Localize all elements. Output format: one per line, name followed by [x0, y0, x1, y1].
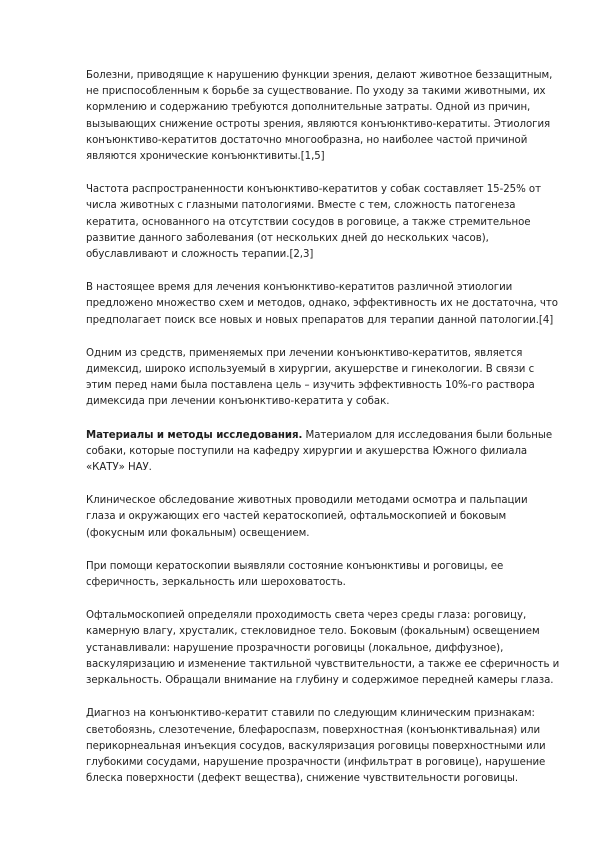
paragraph-text: При помощи кератоскопии выявляли состояние конъюнктивы и роговицы, ее сферичность, зеркальность или шероховатость.: [86, 560, 504, 589]
paragraph-keratoscopy: [86, 559, 560, 591]
paragraph-ophthalmoscopy: [86, 608, 560, 689]
paragraph-text: Частота распространенности конъюнктиво-кератитов у собак составляет 15-25% от числа животных с глазными патологиями. Вместе с тем, сложность патогенеза кератита, основанного на отсутствии сосудов в роговице, а также стремительное развитие данного заболевания (от нескольких дней до нескольких часов), обуславливают и сложность терапии.[2,3]: [86, 184, 541, 261]
paragraph-intro: [86, 68, 560, 165]
paragraph-clinical-exam: [86, 493, 560, 542]
paragraph-materials-methods: [86, 428, 560, 477]
paragraph-text: Болезни, приводящие к нарушению функции зрения, делают животное беззащитным, не приспособленным к борьбе за существование. По уходу за такими животными, их кормлению и содержанию требуются дополнительные затраты. Одной из причин, вызывающих снижение остроты зрения, являются конъюнктиво-кератиты. Этиология конъюнктиво-кератитов достаточно многообразна, но наиболее частой причиной являются хронические конъюнктивиты.[1,5]: [86, 70, 553, 163]
section-heading: Материалы и методы исследования.: [86, 429, 303, 441]
paragraph-diagnosis: [86, 706, 560, 787]
paragraph-text: Одним из средств, применяемых при лечении конъюнктиво-кератитов, является димексид, широко используемый в хирургии, акушерстве и гинекологии. В связи с этим перед нами была поставлена цель – изучить эффективность 10%-го раствора димексида при лечении конъюнктиво-кератита у собак.: [86, 347, 535, 408]
paragraph-text: Клиническое обследование животных проводили методами осмотра и пальпации глаза и окружающих его частей кератоскопией, офтальмоскопией и боковым (фокусным или фокальным) освещением.: [86, 495, 528, 539]
paragraph-treatment-methods: [86, 280, 560, 329]
paragraph-prevalence: [86, 182, 560, 263]
paragraph-text: Офтальмоскопией определяли проходимость света через среды глаза: роговицу, камерную влагу, хрусталик, стекловидное тело. Боковым (фокальным) освещением устанавливали: нарушение прозрачности роговицы (локальное, диффузное), васкуляризацию и изменение тактильной чувствительности, а также ее сферичность и зеркальность. Обращали внимание на глубину и содержимое передней камеры глаза.: [86, 610, 560, 687]
paragraph-text: Диагноз на конъюнктиво-кератит ставили по следующим клиническим признакам: светобоязнь, слезотечение, блефароспазм, поверхностная (конъюнктивальная) или перикорнеальная инъекция сосудов, васкуляризация роговицы поверхностными или глубокими сосудами, нарушение прозрачности (инфильтрат в роговице), нарушение блеска поверхности (дефект вещества), снижение чувствительности роговицы.: [86, 708, 546, 785]
paragraph-text: В настоящее время для лечения конъюнктиво-кератитов различной этиологии предложено множество схем и методов, однако, эффективность их не достаточна, что предполагает поиск все новых и новых препаратов для терапии данной патологии.[4]: [86, 282, 558, 326]
document-body: [86, 68, 560, 804]
paragraph-dimexide-goal: [86, 346, 560, 411]
paragraph-text: Материалом для исследования были больные собаки, которые поступили на кафедру хирургии и акушерства Южного филиала «КАТУ» НАУ.: [86, 429, 553, 474]
